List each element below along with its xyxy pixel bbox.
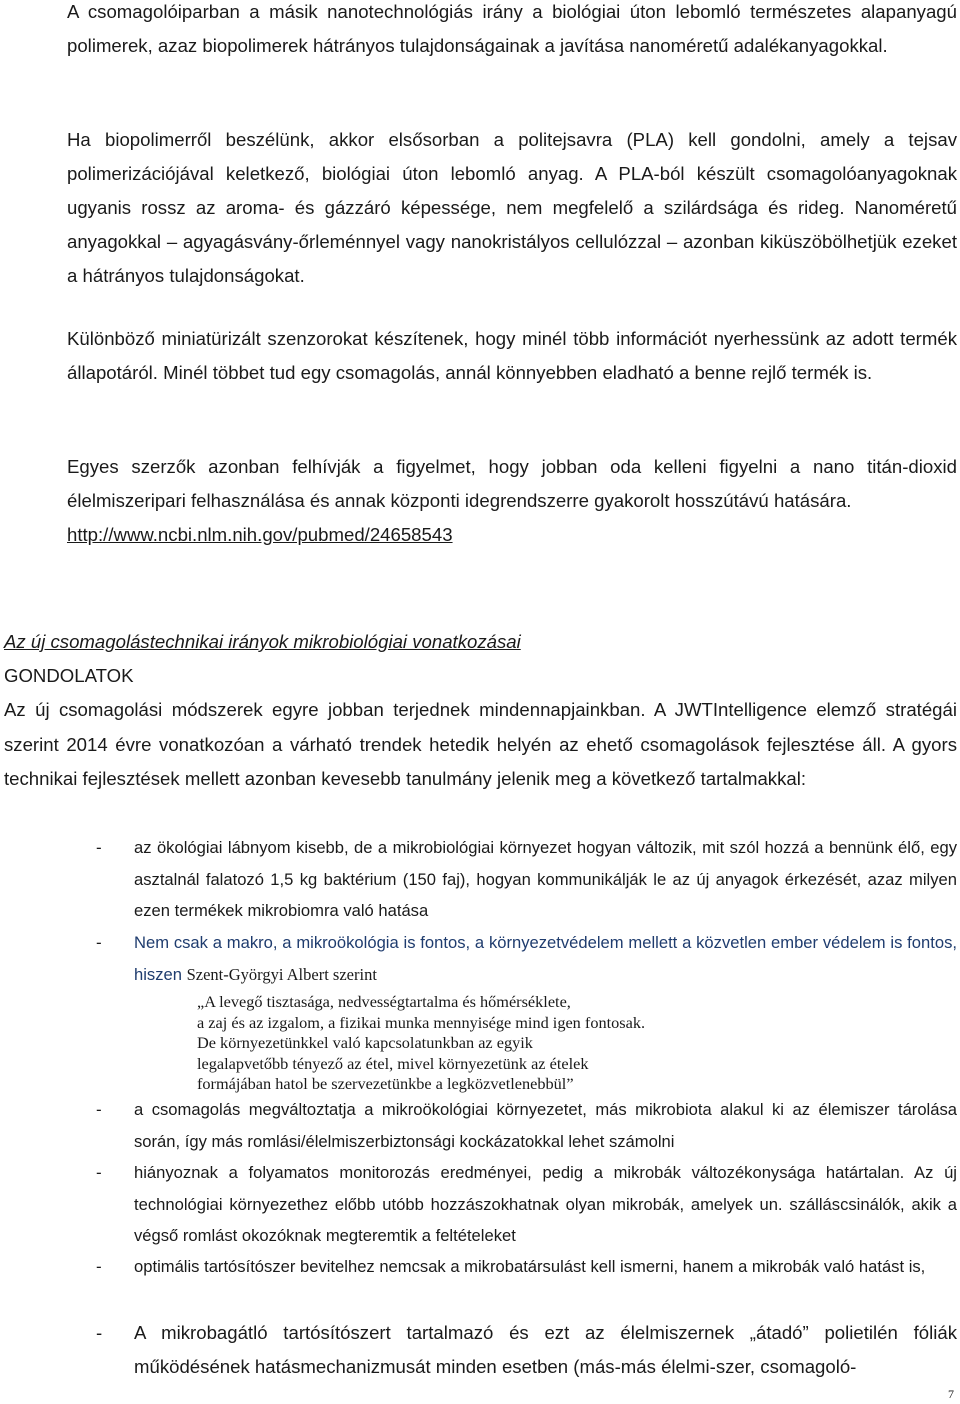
list-dash: - bbox=[96, 1322, 103, 1343]
paragraph-sensors: Különböző miniatürizált szenzorokat készítenek, hogy minél több információt nyerhessünk az adott termék állapotáról. Minél többet tud egy csomagolás, annál könnyebben eladható a benne rejlő termék is. bbox=[67, 328, 957, 383]
quote-block bbox=[197, 992, 645, 1095]
section-title: Az új csomagolástechnikai irányok mikrobiológiai vonatkozásai bbox=[4, 631, 521, 652]
pubmed-link[interactable]: http://www.ncbi.nlm.nih.gov/pubmed/24658543 bbox=[67, 524, 453, 545]
list-item-text-blue: Nem csak a makro, a mikroökológia is fontos, a környezetvédelem mellett a közvetlen ember védelem is fontos, hiszen bbox=[134, 933, 957, 984]
list-dash: - bbox=[96, 1257, 102, 1276]
section-subtitle: GONDOLATOK bbox=[4, 665, 134, 686]
paragraph-nano-packaging: A csomagolóiparban a másik nanotechnológiás irány a biológiai úton lebomló természetes alapanyagú polimerek, azaz biopolimerek hátrányos tulajdonságainak a javítása nanoméretű adalékanyagokkal. bbox=[67, 1, 957, 56]
list-dash: - bbox=[96, 1163, 102, 1182]
list-item-text-author: Szent-Györgyi Albert szerint bbox=[186, 964, 377, 984]
list-dash: - bbox=[96, 933, 102, 952]
section-intro: Az új csomagolási módszerek egyre jobban terjednek mindennapjainkban. A JWTIntelligence elemző stratégái szerint 2014 évre vonatkozóan a várható trendek hetedik helyén az ehető csomagolások fejlesztése áll. A gyors technikai fejlesztések mellett azonban kevesebb tanulmány jelenik meg a következő tartalmakkal: bbox=[4, 699, 957, 789]
paragraph-titanium-dioxide bbox=[67, 450, 957, 552]
list-item-text: optimális tartósítószer bevitelhez nemcsak a mikrobatársulást kell ismerni, hanem a mikrobák való hatást is, bbox=[134, 1257, 926, 1276]
quote-line: „A levegő tisztasága, nedvességtartalma és hőmérséklete, bbox=[197, 992, 571, 1011]
quote-line: a zaj és az izgalom, a fizikai munka mennyisége mind igen fontosak. bbox=[197, 1012, 646, 1032]
paragraph-titanium-dioxide-text: Egyes szerzők azonban felhívják a figyelmet, hogy jobban oda kelleni figyelni a nano titán-dioxid élelmiszeripari felhasználása és annak központi idegrendszerre gyakorolt hosszútávú hatására. bbox=[67, 456, 957, 511]
list-item-text bbox=[134, 927, 957, 990]
list-dash: - bbox=[96, 1100, 102, 1119]
quote-line: De környezetünkkel való kapcsolatunkban az egyik bbox=[197, 1033, 533, 1053]
quote-line: legalapvetőbb tényező az étel, mivel környezetünk az ételek bbox=[197, 1053, 589, 1073]
paragraph-pla: Ha biopolimerről beszélünk, akkor elsősorban a politejsavra (PLA) kell gondolni, amely a tejsav polimerizációjával keletkező, biológiai úton lebomló anyag. A PLA-ból készült csomagolóanyagoknak ugyanis rossz az aroma- és gázzáró képessége, nem megfelelő a szilárdsága és rideg. Nanoméretű anyagokkal – agyagásvány-őrleménnyel vagy nanokristályos cellulózzal – azonban kiküszöbölhetjük ezeket a hátrányos tulajdonságokat. bbox=[67, 129, 957, 286]
list-item-text: hiányoznak a folyamatos monitorozás eredményei, pedig a mikrobák változékonysága határtalan. Az új technológiai környezethez előbb utóbb hozzászokhatnak olyan mikrobák, amelyek un. szálláscsinálók, akik a végső romlást okozóknak megteremtik a feltételeket bbox=[134, 1163, 957, 1245]
list-item-text: A mikrobagátló tartósítószert tartalmazó és ezt az élelmiszernek „átadó” polietilén fóliák működésének hatásmechanizmusát minden esetben (más-más élelmi-szer, csomagoló- bbox=[134, 1322, 957, 1377]
list-item-text: a csomagolás megváltoztatja a mikroökológiai környezetet, más mikrobiota alakul ki az élemiszer tárolása során, így más romlási/élelmiszerbiztonsági kockázatokkal lehet számolni bbox=[134, 1100, 957, 1151]
page-number: 7 bbox=[948, 1387, 954, 1401]
list-dash: - bbox=[96, 838, 102, 857]
list-item-text: az ökológiai lábnyom kisebb, de a mikrobiológiai környezet hogyan változik, mit szól hozzá a bennünk élő, egy asztalnál falatozó 1,5 kg baktérium (150 faj), hogyan kommunikálják le az új anyagok érkezését, azaz milyen ezen termékek mikrobiomra való hatása bbox=[134, 838, 957, 920]
quote-line: formájában hatol be szervezetünkbe a legközvetlenebbül” bbox=[197, 1074, 574, 1094]
